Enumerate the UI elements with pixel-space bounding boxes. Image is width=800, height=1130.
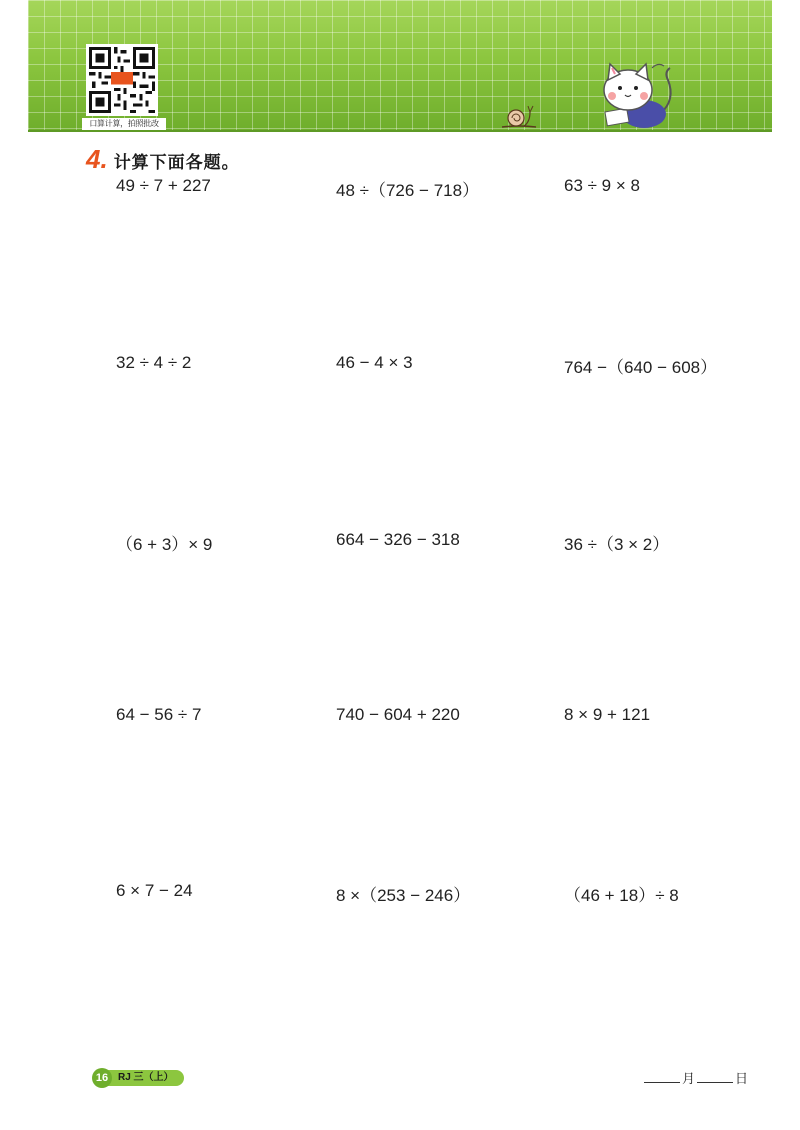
problem-3: 63 ÷ 9 × 8 <box>564 176 640 195</box>
exercise-instruction: 计算下面各题。 <box>113 153 240 173</box>
problem-1: 49 ÷ 7 + 227 <box>116 176 211 195</box>
cat-illustration-icon <box>578 60 678 132</box>
exercise-title <box>86 144 240 174</box>
page-number: 16 <box>92 1068 112 1088</box>
date-field <box>642 1068 748 1087</box>
problem-8: 664 − 326 − 318 <box>336 530 460 549</box>
problem-5: 46 − 4 × 3 <box>336 353 413 372</box>
exercise-number: 4. <box>86 144 108 174</box>
grade-label: RJ 三（上） <box>106 1070 184 1086</box>
page-badge <box>92 1068 184 1088</box>
problem-2: 48 ÷（726 − 718） <box>336 181 480 200</box>
month-label: 月 <box>681 1072 695 1087</box>
qr-code-icon[interactable] <box>86 44 158 116</box>
qr-caption: 口算计算，拍照批改 <box>82 118 166 130</box>
problem-9: 36 ÷（3 × 2） <box>564 535 670 554</box>
problem-12: 8 × 9 + 121 <box>564 705 651 724</box>
problem-14: 8 ×（253 − 246） <box>336 886 471 905</box>
day-label: 日 <box>734 1072 748 1087</box>
problem-15: （46 + 18）÷ 8 <box>564 886 679 905</box>
problem-4: 32 ÷ 4 ÷ 2 <box>116 353 192 372</box>
problem-10: 64 − 56 ÷ 7 <box>116 705 202 724</box>
problem-13: 6 × 7 − 24 <box>116 881 193 900</box>
month-blank[interactable] <box>644 1071 680 1083</box>
problem-6: 764 −（640 − 608） <box>564 358 718 377</box>
problem-7: （6 + 3）× 9 <box>116 535 213 554</box>
snail-icon <box>500 100 540 130</box>
day-blank[interactable] <box>697 1071 733 1083</box>
problem-11: 740 − 604 + 220 <box>336 705 460 724</box>
